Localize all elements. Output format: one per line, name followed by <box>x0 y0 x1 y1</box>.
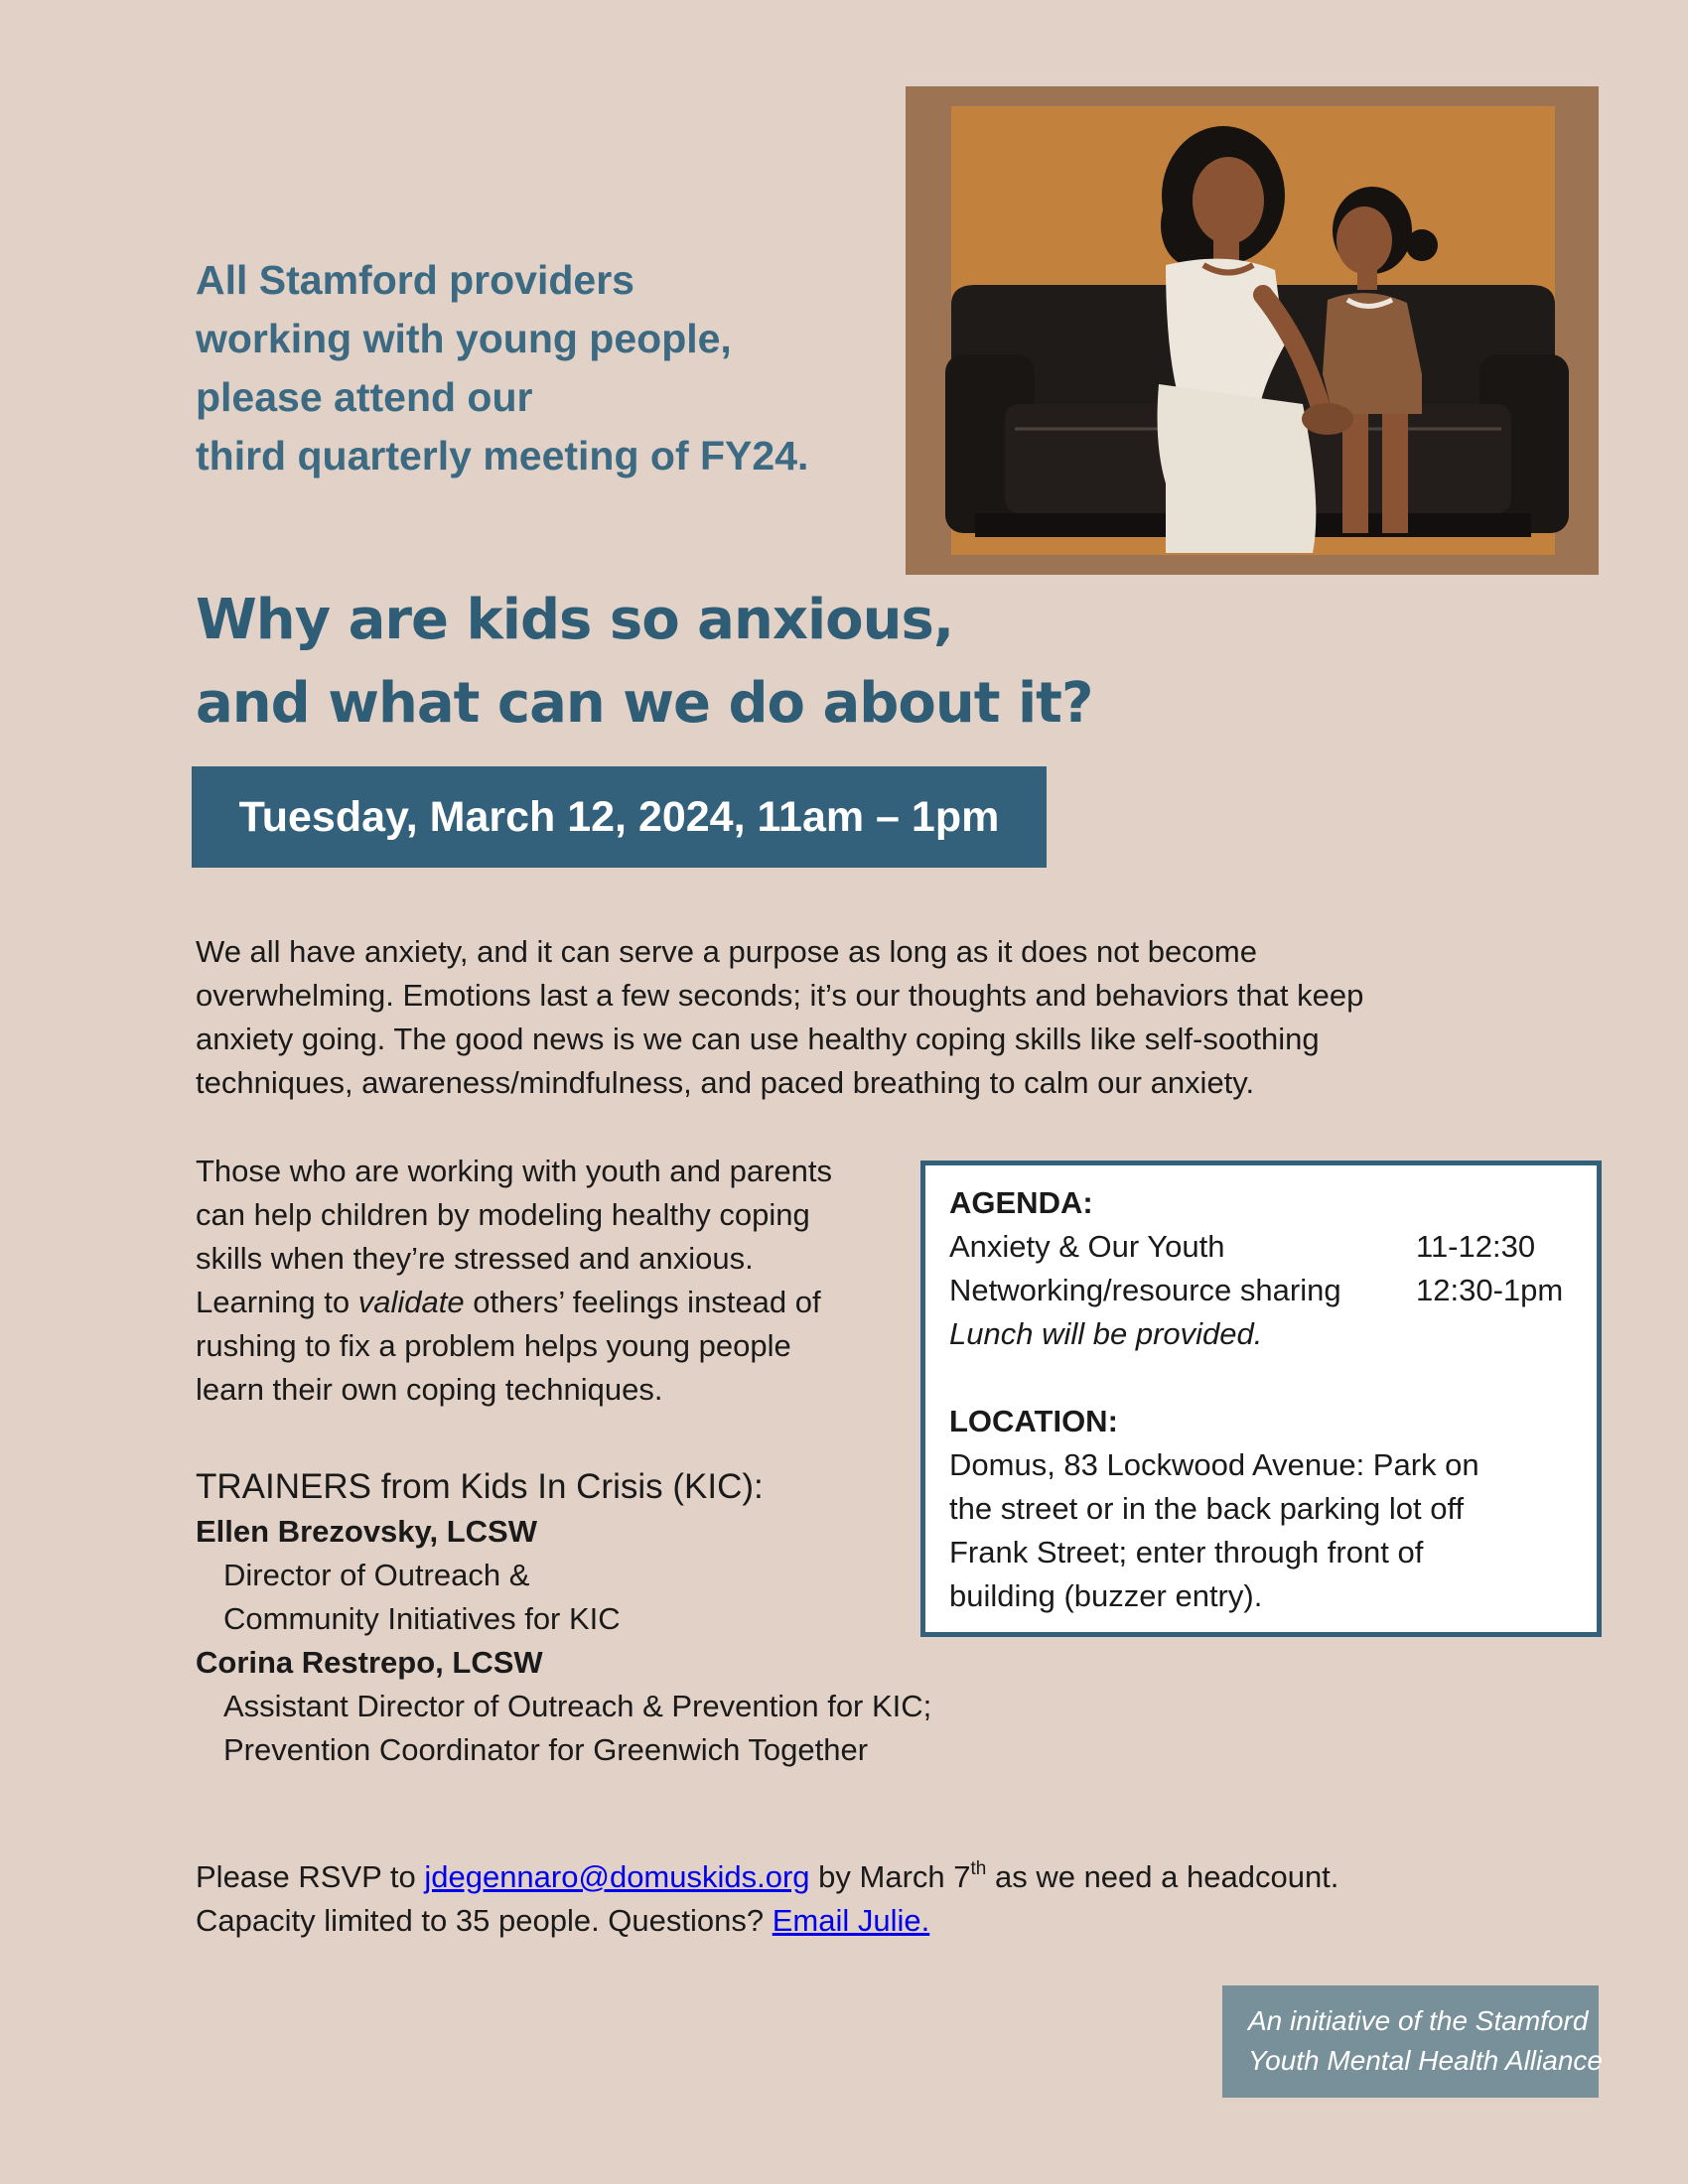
paragraph-line: We all have anxiety, and it can serve a purpose as long as it does not become <box>196 934 1257 969</box>
agenda-item <box>949 1225 1597 1269</box>
validate-emphasis: validate <box>357 1285 465 1319</box>
paragraph-line <box>196 1281 911 1324</box>
headline <box>196 579 1288 746</box>
location-line: Frank Street; enter through front of <box>949 1535 1424 1570</box>
paragraph-text: others’ feelings instead of <box>464 1285 821 1319</box>
agenda-time: 11-12:30 <box>1416 1229 1536 1264</box>
rsvp-text: as we need a headcount. <box>986 1859 1339 1894</box>
trainers-section <box>196 1464 1089 1772</box>
footer-line: Youth Mental Health Alliance <box>1248 2045 1603 2076</box>
location-heading: LOCATION: <box>949 1404 1118 1438</box>
paragraph-line: learn their own coping techniques. <box>196 1372 663 1407</box>
footer-line: An initiative of the Stamford <box>1248 2005 1589 2036</box>
trainers-heading: TRAINERS from Kids In Crisis (KIC): <box>196 1467 764 1506</box>
paragraph-line: rushing to fix a problem helps young people <box>196 1328 791 1363</box>
intro-line: All Stamford providers <box>196 257 634 303</box>
rsvp-section <box>196 1855 1536 1943</box>
agenda-activity: Anxiety & Our Youth <box>949 1229 1225 1264</box>
mother-child-illustration <box>906 86 1599 575</box>
rsvp-superscript: th <box>970 1857 987 1879</box>
intro-text <box>196 251 891 485</box>
intro-line: please attend our <box>196 374 533 420</box>
rsvp-email-link[interactable]: jdegennaro@domuskids.org <box>424 1859 810 1894</box>
date-banner: Tuesday, March 12, 2024, 11am – 1pm <box>192 766 1047 868</box>
rsvp-text: Please RSVP to <box>196 1859 425 1894</box>
capacity-line <box>196 1899 1536 1943</box>
location-line: the street or in the back parking lot off <box>949 1491 1465 1526</box>
paragraph-line: can help children by modeling healthy coping <box>196 1197 810 1232</box>
rsvp-text: by March 7 <box>809 1859 971 1894</box>
trainer-role: Assistant Director of Outreach & Prevention for KIC; <box>223 1689 932 1723</box>
intro-line: third quarterly meeting of FY24. <box>196 433 809 478</box>
paragraph-line: techniques, awareness/mindfulness, and paced breathing to calm our anxiety. <box>196 1065 1255 1100</box>
trainer-role: Prevention Coordinator for Greenwich Together <box>223 1732 869 1767</box>
trainer-name: Ellen Brezovsky, LCSW <box>196 1514 537 1549</box>
email-julie-link[interactable]: Email Julie. <box>772 1903 930 1938</box>
trainer-role: Director of Outreach & <box>223 1558 530 1592</box>
coping-paragraph <box>196 1150 911 1412</box>
trainer-name: Corina Restrepo, LCSW <box>196 1645 543 1680</box>
lunch-note: Lunch will be provided. <box>949 1316 1263 1351</box>
capacity-text: Capacity limited to 35 people. Questions? <box>196 1903 773 1938</box>
paragraph-line: Those who are working with youth and parents <box>196 1154 833 1188</box>
paragraph-line: anxiety going. The good news is we can use healthy coping skills like self-soothing <box>196 1022 1320 1056</box>
mother-child-couch-illustration <box>906 86 1599 575</box>
anxiety-paragraph <box>196 930 1506 1105</box>
paragraph-line: overwhelming. Emotions last a few seconds; it’s our thoughts and behaviors that keep <box>196 978 1364 1013</box>
alliance-footer <box>1222 1985 1603 2098</box>
agenda-activity: Networking/resource sharing <box>949 1273 1341 1307</box>
location-line: building (buzzer entry). <box>949 1578 1263 1613</box>
paragraph-line: skills when they’re stressed and anxious. <box>196 1241 754 1276</box>
paragraph-text: Learning to <box>196 1285 358 1319</box>
rsvp-line <box>196 1855 1536 1899</box>
agenda-heading: AGENDA: <box>949 1185 1093 1220</box>
agenda-item <box>949 1269 1597 1312</box>
headline-line-2: and what can we do about it? <box>196 671 1093 736</box>
trainer-role: Community Initiatives for KIC <box>223 1601 621 1636</box>
intro-line: working with young people, <box>196 316 732 361</box>
location-line: Domus, 83 Lockwood Avenue: Park on <box>949 1447 1479 1482</box>
agenda-time: 12:30-1pm <box>1416 1273 1564 1307</box>
headline-line-1: Why are kids so anxious, <box>196 588 954 652</box>
